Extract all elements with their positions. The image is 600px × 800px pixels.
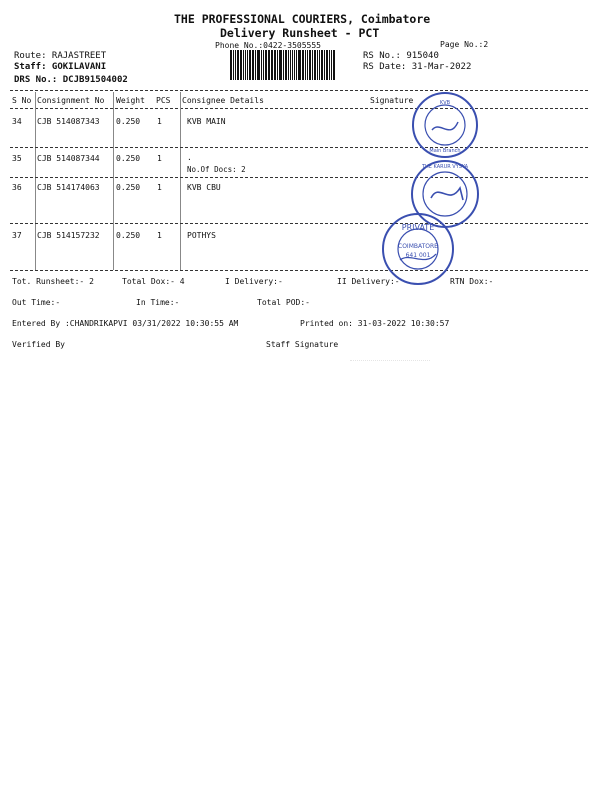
rs-date: RS Date: 31-Mar-2022 bbox=[363, 62, 472, 72]
runsheet-title: Delivery Runsheet - PCT bbox=[220, 26, 380, 40]
page-number: Page No.:2 bbox=[440, 40, 489, 49]
row-consignment: CJB 514087343 bbox=[37, 117, 100, 126]
col-consignee: Consignee Details bbox=[182, 96, 264, 105]
col-consignment: Consignment No bbox=[37, 96, 105, 105]
barcode-bar bbox=[230, 50, 232, 80]
barcode-bar bbox=[312, 50, 313, 80]
barcode-bar bbox=[314, 50, 316, 80]
col-weight: Weight bbox=[116, 96, 145, 105]
barcode-bar bbox=[283, 50, 284, 80]
row-divider bbox=[10, 223, 588, 224]
barcode-bar bbox=[324, 50, 325, 80]
table-bottom-divider bbox=[10, 270, 588, 271]
svg-text:COIMBATORE: COIMBATORE bbox=[398, 243, 438, 250]
barcode-bar bbox=[243, 50, 244, 80]
barcode bbox=[230, 50, 336, 80]
out-time: Out Time:- bbox=[12, 298, 61, 307]
row-sno: 37 bbox=[12, 231, 22, 240]
row-weight: 0.250 bbox=[116, 183, 141, 192]
barcode-bar bbox=[257, 50, 260, 80]
printed-on: Printed on: 31-03-2022 10:30:57 bbox=[300, 319, 450, 328]
row-consignee: KVB MAIN bbox=[187, 117, 226, 126]
barcode-bar bbox=[305, 50, 306, 80]
bank-stamp-1 bbox=[410, 90, 480, 160]
barcode-bar bbox=[263, 50, 264, 80]
row-sno: 36 bbox=[12, 183, 22, 192]
barcode-bar bbox=[252, 50, 254, 80]
second-delivery: II Delivery:- bbox=[337, 277, 400, 286]
barcode-bar bbox=[274, 50, 276, 80]
barcode-bar bbox=[245, 50, 246, 80]
row-divider bbox=[10, 147, 588, 148]
barcode-bar bbox=[261, 50, 262, 80]
barcode-bar bbox=[331, 50, 332, 80]
barcode-bar bbox=[233, 50, 234, 80]
barcode-bar bbox=[271, 50, 273, 80]
row-consignment: CJB 514174063 bbox=[37, 183, 100, 192]
row-consignment: CJB 514087344 bbox=[37, 154, 100, 163]
col-separator bbox=[180, 92, 181, 270]
barcode-bar bbox=[240, 50, 243, 80]
row-pcs: 1 bbox=[157, 117, 162, 126]
barcode-bar bbox=[302, 50, 304, 80]
total-runsheet: Tot. Runsheet:- 2 bbox=[12, 277, 94, 286]
svg-text:KVB: KVB bbox=[439, 100, 451, 106]
barcode-bar bbox=[294, 50, 295, 80]
barcode-bar bbox=[255, 50, 256, 80]
staff-signature: Staff Signature bbox=[266, 340, 339, 349]
phone-number: Phone No.:0422-3505555 bbox=[215, 41, 321, 50]
row-consignee: POTHYS bbox=[187, 231, 216, 240]
total-pod: Total POD:- bbox=[257, 298, 310, 307]
row-weight: 0.250 bbox=[116, 117, 141, 126]
row-divider bbox=[10, 177, 588, 178]
show-through-mark bbox=[350, 360, 430, 391]
company-stamp bbox=[370, 212, 466, 286]
barcode-bar bbox=[309, 50, 311, 80]
barcode-bar bbox=[333, 50, 335, 80]
first-delivery: I Delivery:- bbox=[225, 277, 283, 286]
row-sno: 35 bbox=[12, 154, 22, 163]
barcode-bar bbox=[326, 50, 328, 80]
barcode-bar bbox=[277, 50, 278, 80]
row-pcs: 1 bbox=[157, 231, 162, 240]
row-consignment: CJB 514157232 bbox=[37, 231, 100, 240]
barcode-bar bbox=[321, 50, 324, 80]
row-pcs: 1 bbox=[157, 183, 162, 192]
barcode-bar bbox=[249, 50, 251, 80]
verified-by: Verified By bbox=[12, 340, 65, 349]
row-doc-count: No.Of Docs: 2 bbox=[187, 165, 246, 174]
barcode-bar bbox=[298, 50, 301, 80]
row-consignee: . bbox=[187, 153, 192, 162]
barcode-bar bbox=[237, 50, 239, 80]
row-weight: 0.250 bbox=[116, 231, 141, 240]
col-sno: S No bbox=[12, 96, 32, 105]
row-weight: 0.250 bbox=[116, 154, 141, 163]
svg-text:641 001: 641 001 bbox=[405, 252, 431, 259]
header-divider-bottom bbox=[10, 108, 588, 109]
company-name: THE PROFESSIONAL COURIERS, Coimbatore bbox=[174, 12, 431, 26]
svg-text:THE KARUR VYSYA: THE KARUR VYSYA bbox=[421, 164, 469, 170]
col-separator bbox=[113, 92, 114, 270]
barcode-bar bbox=[317, 50, 318, 80]
barcode-bar bbox=[235, 50, 236, 80]
col-signature: Signature bbox=[370, 96, 414, 105]
barcode-bar bbox=[285, 50, 287, 80]
barcode-bar bbox=[307, 50, 308, 80]
row-sno: 34 bbox=[12, 117, 22, 126]
barcode-bar bbox=[319, 50, 320, 80]
entered-by: Entered By :CHANDRIKAPVI 03/31/2022 10:30:55 AM bbox=[12, 319, 239, 328]
barcode-bar bbox=[279, 50, 282, 80]
barcode-bar bbox=[268, 50, 269, 80]
barcode-bar bbox=[296, 50, 297, 80]
svg-text:PRIVATE: PRIVATE bbox=[401, 223, 435, 232]
rs-number: RS No.: 915040 bbox=[363, 51, 439, 61]
route: Route: RAJASTREET bbox=[14, 51, 107, 61]
row-consignee: KVB CBU bbox=[187, 183, 221, 192]
total-dox: Total Dox:- 4 bbox=[122, 277, 185, 286]
barcode-bar bbox=[247, 50, 248, 80]
barcode-bar bbox=[329, 50, 330, 80]
barcode-bar bbox=[288, 50, 289, 80]
staff: Staff: GOKILAVANI bbox=[14, 62, 107, 72]
drs-number: DRS No.: DCJB91504002 bbox=[14, 75, 128, 85]
col-separator bbox=[35, 92, 36, 270]
svg-text:Main Branch: Main Branch bbox=[429, 148, 461, 154]
barcode-bar bbox=[292, 50, 294, 80]
header-divider-top bbox=[10, 90, 588, 91]
barcode-bar bbox=[269, 50, 270, 80]
return-dox: RTN Dox:- bbox=[450, 277, 494, 286]
in-time: In Time:- bbox=[136, 298, 180, 307]
col-pcs: PCS bbox=[156, 96, 171, 105]
barcode-bar bbox=[290, 50, 291, 80]
barcode-bar bbox=[265, 50, 267, 80]
row-pcs: 1 bbox=[157, 154, 162, 163]
